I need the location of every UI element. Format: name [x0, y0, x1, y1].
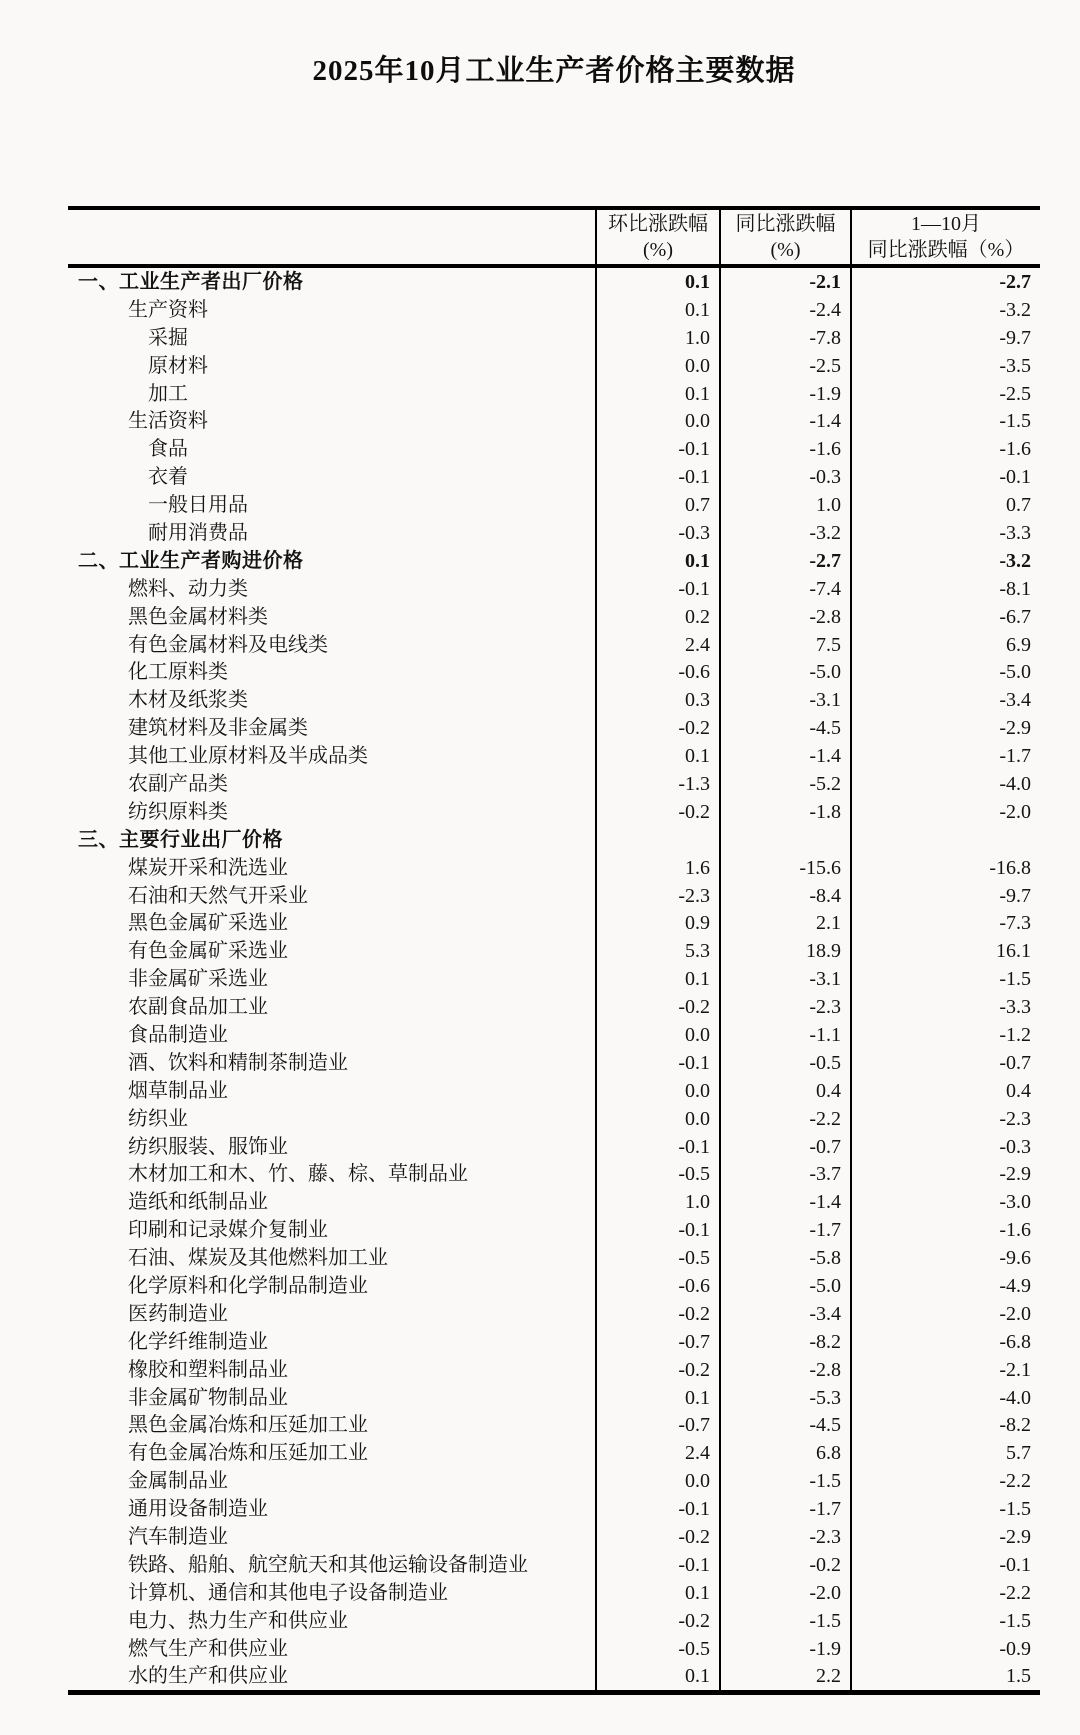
value-yoy: -0.3	[720, 463, 851, 491]
row-label: 造纸和纸制品业	[128, 1191, 268, 1214]
value-mom: 0.1	[596, 547, 720, 575]
table-row	[68, 1244, 1040, 1272]
value-yoy: -1.1	[720, 1021, 851, 1049]
table-row	[68, 1328, 1040, 1356]
row-label: 生产资料	[128, 298, 208, 321]
value-yoy: -3.7	[720, 1161, 851, 1189]
value-mom: -0.2	[596, 1607, 720, 1635]
table-row	[68, 1216, 1040, 1244]
value-mom: 0.1	[596, 1663, 720, 1693]
table-row	[68, 658, 1040, 686]
header-ytd-change	[851, 208, 1040, 266]
value-ytd: -1.7	[851, 742, 1040, 770]
row-label: 铁路、船舶、航空航天和其他运输设备制造业	[128, 1553, 528, 1576]
row-label: 耐用消费品	[148, 521, 248, 544]
value-yoy: -1.4	[720, 407, 851, 435]
value-mom: -0.7	[596, 1328, 720, 1356]
table-row	[68, 380, 1040, 408]
table-row	[68, 1635, 1040, 1663]
table-row	[68, 324, 1040, 352]
table-row	[68, 714, 1040, 742]
row-label: 黑色金属矿采选业	[128, 912, 288, 935]
value-yoy: -2.3	[720, 993, 851, 1021]
header-indicator-column	[68, 208, 596, 266]
value-ytd: 16.1	[851, 937, 1040, 965]
value-yoy: -4.5	[720, 1412, 851, 1440]
value-yoy: 1.0	[720, 491, 851, 519]
table-row	[68, 491, 1040, 519]
value-yoy: 2.2	[720, 1663, 851, 1693]
table-body	[68, 266, 1040, 1693]
table-row	[68, 519, 1040, 547]
value-ytd: -3.0	[851, 1188, 1040, 1216]
table-row	[68, 266, 1040, 296]
row-label: 非金属矿物制品业	[128, 1386, 288, 1409]
row-label: 医药制造业	[128, 1302, 228, 1325]
value-ytd: -1.5	[851, 965, 1040, 993]
table-row	[68, 1272, 1040, 1300]
ppi-data-table	[68, 206, 1040, 1695]
row-label: 化工原料类	[128, 661, 228, 684]
table-row	[68, 1467, 1040, 1495]
row-label: 汽车制造业	[128, 1526, 228, 1549]
value-ytd: -3.2	[851, 547, 1040, 575]
value-ytd: 0.4	[851, 1077, 1040, 1105]
row-label: 燃气生产和供应业	[128, 1637, 288, 1660]
table-row	[68, 742, 1040, 770]
value-mom: -0.1	[596, 575, 720, 603]
value-yoy: -1.7	[720, 1495, 851, 1523]
value-mom: 0.1	[596, 266, 720, 296]
table-row	[68, 1439, 1040, 1467]
table-row	[68, 937, 1040, 965]
value-yoy: -3.2	[720, 519, 851, 547]
value-yoy: -3.4	[720, 1300, 851, 1328]
row-label: 加工	[148, 382, 188, 405]
row-label: 食品制造业	[128, 1023, 228, 1046]
value-ytd: -4.9	[851, 1272, 1040, 1300]
value-mom: -0.6	[596, 1272, 720, 1300]
value-yoy: -2.5	[720, 352, 851, 380]
row-label: 煤炭开采和洗选业	[128, 856, 288, 879]
header-ytd-title: 同比涨跌幅（%）	[867, 239, 1025, 261]
value-ytd: 1.5	[851, 1663, 1040, 1693]
table-row	[68, 854, 1040, 882]
value-ytd: -1.5	[851, 407, 1040, 435]
row-label: 生活资料	[128, 410, 208, 433]
row-label: 化学原料和化学制品制造业	[128, 1275, 368, 1297]
table-row	[68, 1523, 1040, 1551]
value-mom: 0.1	[596, 380, 720, 408]
value-ytd: 0.7	[851, 491, 1040, 519]
value-ytd: -6.8	[851, 1328, 1040, 1356]
row-label: 通用设备制造业	[128, 1498, 268, 1521]
value-mom: -0.1	[596, 1216, 720, 1244]
table-row	[68, 909, 1040, 937]
table-row	[68, 1579, 1040, 1607]
row-label: 采掘	[148, 326, 188, 349]
row-label: 衣着	[148, 466, 188, 489]
table-row	[68, 826, 1040, 854]
value-ytd: -1.6	[851, 1216, 1040, 1244]
value-ytd: -5.0	[851, 658, 1040, 686]
row-label: 建筑材料及非金属类	[128, 717, 308, 740]
value-ytd: -2.9	[851, 1523, 1040, 1551]
value-yoy: -1.9	[720, 380, 851, 408]
value-yoy: -1.5	[720, 1467, 851, 1495]
table-row	[68, 1021, 1040, 1049]
header-mom-title: 环比涨跌幅	[608, 213, 708, 235]
row-label: 有色金属矿采选业	[128, 940, 288, 963]
value-mom: -2.3	[596, 882, 720, 910]
row-label: 木材及纸浆类	[128, 689, 248, 712]
value-yoy: 0.4	[720, 1077, 851, 1105]
value-ytd: -2.3	[851, 1105, 1040, 1133]
header-yoy-change	[720, 208, 851, 266]
row-label: 计算机、通信和其他电子设备制造业	[128, 1581, 448, 1604]
table-row	[68, 1356, 1040, 1384]
value-yoy: -0.7	[720, 1133, 851, 1161]
value-mom: 5.3	[596, 937, 720, 965]
value-yoy: -4.5	[720, 714, 851, 742]
table-row	[68, 1384, 1040, 1412]
header-yoy-title: 同比涨跌幅	[735, 213, 836, 235]
table-row	[68, 463, 1040, 491]
page-title: 2025年10月工业生产者价格主要数据	[312, 55, 796, 87]
value-yoy: 2.1	[720, 909, 851, 937]
value-yoy: -8.4	[720, 882, 851, 910]
value-yoy: -7.4	[720, 575, 851, 603]
table-row	[68, 993, 1040, 1021]
value-ytd: -16.8	[851, 854, 1040, 882]
value-yoy: -1.4	[720, 1188, 851, 1216]
value-mom	[596, 826, 720, 854]
value-mom: 0.1	[596, 1579, 720, 1607]
row-label: 石油、煤炭及其他燃料加工业	[128, 1247, 388, 1270]
table-row	[68, 1495, 1040, 1523]
value-mom: 2.4	[596, 631, 720, 659]
value-ytd: -2.2	[851, 1467, 1040, 1495]
row-label: 有色金属冶炼和压延加工业	[128, 1442, 368, 1465]
value-ytd: -1.5	[851, 1495, 1040, 1523]
row-label: 酒、饮料和精制茶制造业	[128, 1051, 348, 1074]
value-mom: -0.2	[596, 714, 720, 742]
value-ytd	[851, 826, 1040, 854]
header-mom-change	[596, 208, 720, 266]
table-row	[68, 1300, 1040, 1328]
value-yoy: -15.6	[720, 854, 851, 882]
value-ytd: -0.3	[851, 1133, 1040, 1161]
value-yoy: -2.8	[720, 1356, 851, 1384]
row-label: 其他工业原材料及半成品类	[128, 745, 368, 768]
value-ytd: -7.3	[851, 909, 1040, 937]
value-mom: -0.1	[596, 435, 720, 463]
value-yoy: -5.0	[720, 658, 851, 686]
value-ytd: -2.1	[851, 1356, 1040, 1384]
value-ytd: -1.2	[851, 1021, 1040, 1049]
row-label: 石油和天然气开采业	[128, 884, 308, 907]
row-label: 燃料、动力类	[128, 577, 248, 600]
value-yoy: -2.2	[720, 1105, 851, 1133]
value-yoy: 18.9	[720, 937, 851, 965]
value-yoy: -2.4	[720, 296, 851, 324]
value-ytd: -4.0	[851, 770, 1040, 798]
table-row	[68, 1412, 1040, 1440]
value-ytd: -2.7	[851, 266, 1040, 296]
value-ytd: -9.6	[851, 1244, 1040, 1272]
row-label: 水的生产和供应业	[128, 1665, 288, 1688]
header-mom-unit: (%)	[643, 239, 673, 261]
value-ytd: -8.1	[851, 575, 1040, 603]
value-ytd: -0.1	[851, 1551, 1040, 1579]
value-ytd: -2.0	[851, 798, 1040, 826]
value-mom: -0.5	[596, 1161, 720, 1189]
value-mom: -0.2	[596, 1356, 720, 1384]
value-mom: -0.5	[596, 1244, 720, 1272]
table-row	[68, 798, 1040, 826]
row-label: 一般日用品	[148, 494, 248, 517]
value-mom: 0.0	[596, 407, 720, 435]
value-mom: 0.7	[596, 491, 720, 519]
value-ytd: -1.6	[851, 435, 1040, 463]
value-yoy: -5.0	[720, 1272, 851, 1300]
table-row	[68, 352, 1040, 380]
value-mom: 0.1	[596, 1384, 720, 1412]
table-row	[68, 882, 1040, 910]
table-row	[68, 407, 1040, 435]
row-label: 电力、热力生产和供应业	[128, 1609, 348, 1632]
value-mom: -0.1	[596, 1049, 720, 1077]
row-label: 金属制品业	[128, 1470, 228, 1493]
value-ytd: -2.9	[851, 714, 1040, 742]
value-mom: -1.3	[596, 770, 720, 798]
row-label: 有色金属材料及电线类	[128, 633, 328, 656]
value-mom: 0.0	[596, 1021, 720, 1049]
value-yoy: -1.7	[720, 1216, 851, 1244]
value-yoy: -0.2	[720, 1551, 851, 1579]
value-mom: -0.3	[596, 519, 720, 547]
value-yoy: -2.8	[720, 603, 851, 631]
value-ytd: -3.5	[851, 352, 1040, 380]
row-label: 木材加工和木、竹、藤、棕、草制品业	[128, 1163, 468, 1186]
value-ytd: -6.7	[851, 603, 1040, 631]
table-row	[68, 686, 1040, 714]
value-yoy: -5.8	[720, 1244, 851, 1272]
value-ytd: -0.7	[851, 1049, 1040, 1077]
row-label: 农副产品类	[128, 772, 228, 795]
value-yoy: -1.8	[720, 798, 851, 826]
row-label: 黑色金属冶炼和压延加工业	[128, 1414, 368, 1437]
value-mom: -0.2	[596, 1300, 720, 1328]
value-yoy: -7.8	[720, 324, 851, 352]
table-row	[68, 1607, 1040, 1635]
value-ytd: -1.5	[851, 1607, 1040, 1635]
value-yoy: -1.4	[720, 742, 851, 770]
row-label: 三、主要行业出厂价格	[78, 828, 283, 851]
value-mom: 0.1	[596, 965, 720, 993]
value-mom: -0.7	[596, 1412, 720, 1440]
value-mom: -0.2	[596, 993, 720, 1021]
row-label: 印刷和记录媒介复制业	[128, 1219, 328, 1242]
table-row	[68, 1188, 1040, 1216]
row-label: 纺织服装、服饰业	[128, 1135, 288, 1158]
table-row	[68, 1105, 1040, 1133]
value-yoy: -5.2	[720, 770, 851, 798]
value-mom: 0.1	[596, 742, 720, 770]
value-mom: -0.1	[596, 1133, 720, 1161]
value-ytd: -3.4	[851, 686, 1040, 714]
value-mom: 1.0	[596, 1188, 720, 1216]
value-yoy: -2.0	[720, 1579, 851, 1607]
value-yoy: -1.6	[720, 435, 851, 463]
table-row	[68, 575, 1040, 603]
value-ytd: 6.9	[851, 631, 1040, 659]
value-mom: -0.2	[596, 1523, 720, 1551]
value-ytd: -9.7	[851, 882, 1040, 910]
row-label: 化学纤维制造业	[128, 1330, 268, 1353]
value-mom: 2.4	[596, 1439, 720, 1467]
row-label: 二、工业生产者购进价格	[78, 549, 304, 572]
table-row	[68, 1161, 1040, 1189]
value-mom: 1.0	[596, 324, 720, 352]
value-ytd: -0.1	[851, 463, 1040, 491]
value-mom: -0.5	[596, 1635, 720, 1663]
value-ytd: 5.7	[851, 1439, 1040, 1467]
value-ytd: -9.7	[851, 324, 1040, 352]
table-row	[68, 1077, 1040, 1105]
header-yoy-unit: (%)	[770, 239, 801, 261]
table-row	[68, 435, 1040, 463]
value-mom: 0.3	[596, 686, 720, 714]
value-mom: 1.6	[596, 854, 720, 882]
value-mom: 0.2	[596, 603, 720, 631]
value-mom: 0.0	[596, 352, 720, 380]
value-ytd: -2.0	[851, 1300, 1040, 1328]
value-yoy	[720, 826, 851, 854]
header-ytd-period: 1—10月	[911, 213, 981, 235]
value-yoy: -2.1	[720, 266, 851, 296]
value-ytd: -3.3	[851, 519, 1040, 547]
table-row	[68, 631, 1040, 659]
value-ytd: -2.9	[851, 1161, 1040, 1189]
table-row	[68, 1133, 1040, 1161]
value-yoy: -1.9	[720, 1635, 851, 1663]
value-yoy: 6.8	[720, 1439, 851, 1467]
value-mom: -0.1	[596, 463, 720, 491]
row-label: 纺织原料类	[128, 800, 228, 823]
table-row	[68, 965, 1040, 993]
row-label: 非金属矿采选业	[128, 968, 268, 991]
value-mom: -0.2	[596, 798, 720, 826]
value-yoy: -8.2	[720, 1328, 851, 1356]
value-mom: 0.0	[596, 1105, 720, 1133]
row-label: 黑色金属材料类	[128, 605, 268, 628]
value-yoy: -2.7	[720, 547, 851, 575]
table-row	[68, 1049, 1040, 1077]
value-ytd: -8.2	[851, 1412, 1040, 1440]
table-row	[68, 770, 1040, 798]
value-mom: 0.1	[596, 296, 720, 324]
row-label: 一、工业生产者出厂价格	[78, 270, 304, 293]
value-ytd: -3.2	[851, 296, 1040, 324]
table-header	[68, 208, 1040, 266]
value-yoy: -0.5	[720, 1049, 851, 1077]
value-ytd: -2.2	[851, 1579, 1040, 1607]
table-row	[68, 296, 1040, 324]
value-yoy: -1.5	[720, 1607, 851, 1635]
row-label: 橡胶和塑料制品业	[128, 1358, 288, 1381]
value-mom: -0.1	[596, 1495, 720, 1523]
table-row	[68, 547, 1040, 575]
value-yoy: -2.3	[720, 1523, 851, 1551]
value-yoy: 7.5	[720, 631, 851, 659]
row-label: 食品	[148, 438, 188, 461]
value-yoy: -3.1	[720, 965, 851, 993]
row-label: 烟草制品业	[128, 1079, 228, 1102]
table-row	[68, 1663, 1040, 1693]
value-yoy: -5.3	[720, 1384, 851, 1412]
value-ytd: -4.0	[851, 1384, 1040, 1412]
value-mom: -0.6	[596, 658, 720, 686]
value-mom: 0.9	[596, 909, 720, 937]
value-mom: 0.0	[596, 1077, 720, 1105]
value-ytd: -3.3	[851, 993, 1040, 1021]
row-label: 纺织业	[128, 1107, 188, 1130]
table-row	[68, 603, 1040, 631]
row-label: 原材料	[148, 354, 208, 377]
value-mom: -0.1	[596, 1551, 720, 1579]
value-ytd: -0.9	[851, 1635, 1040, 1663]
row-label: 农副食品加工业	[128, 996, 268, 1019]
value-ytd: -2.5	[851, 380, 1040, 408]
value-yoy: -3.1	[720, 686, 851, 714]
table-row	[68, 1551, 1040, 1579]
value-mom: 0.0	[596, 1467, 720, 1495]
